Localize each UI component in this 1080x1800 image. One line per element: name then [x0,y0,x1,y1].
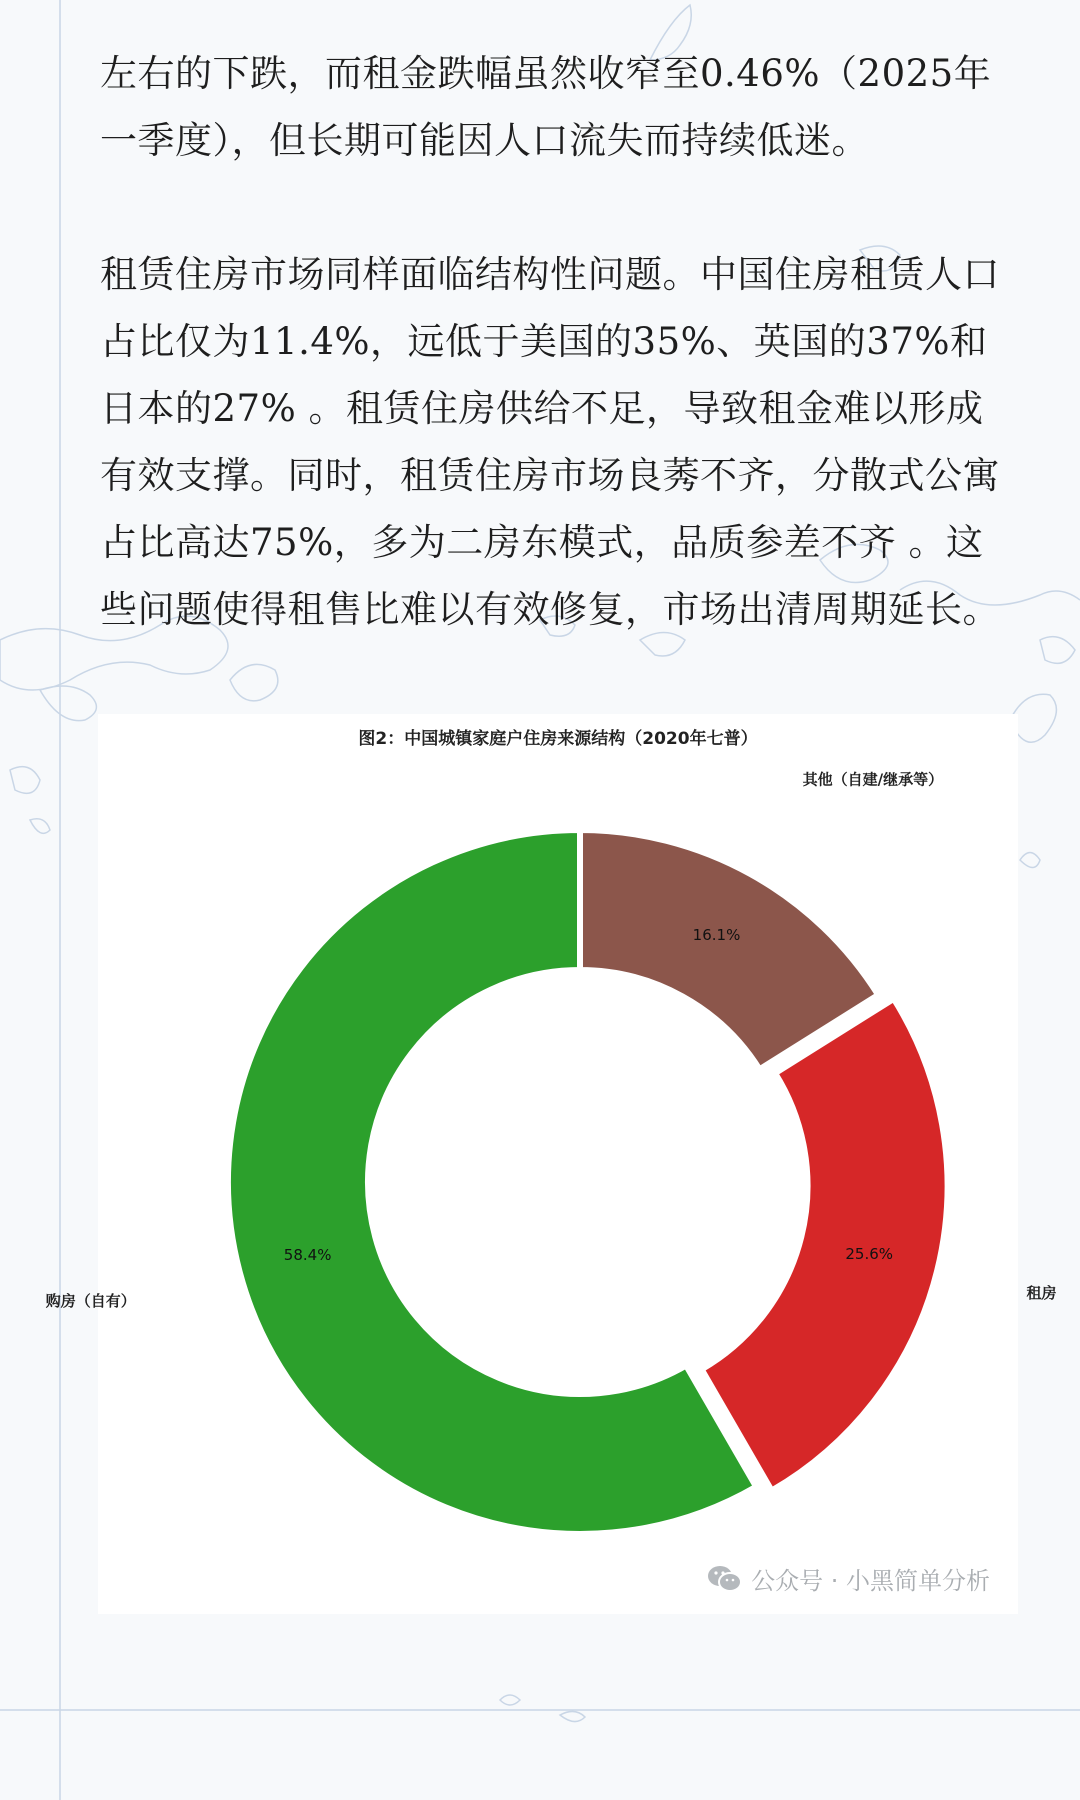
slice-category-label-1: 租房 [1026,1283,1057,1302]
watermark-text: 公众号 · 小黑简单分析 [751,1567,990,1595]
donut-chart-figure [45,714,1057,1614]
watermark [707,1561,990,1596]
slice-percent-label-0: 16.1% [692,926,741,945]
chart-title: 图2：中国城镇家庭户住房来源结构（2020年七普） [358,729,758,749]
slice-category-label-2: 购房（自有） [45,1292,136,1311]
article-body [100,40,1020,643]
article-paragraph-1: 左右的下跌，而租金跌幅虽然收窄至0.46%（2025年一季度），但长期可能因人口流失而持续低迷。 [100,52,992,162]
article-paragraph-2: 租赁住房市场同样面临结构性问题。中国住房租赁人口占比仅为11.4%，远低于美国的35%、英国的37%和日本的27% 。租赁住房供给不足，导致租金难以形成有效支撑。同时，租赁住房市场良莠不齐，分散式公寓占比高达75%，多为二房东模式，品质参差不齐 。这些问题使得租售比难以有效修复，市场出清周期延长。 [100,253,1000,631]
donut-chart [45,714,1057,1614]
donut-slice-1 [702,999,948,1491]
wechat-icon [707,1564,743,1594]
slice-category-label-0: 其他（自建/继承等） [802,770,944,789]
slice-percent-label-2: 58.4% [283,1246,332,1265]
slice-percent-label-1: 25.6% [845,1244,894,1263]
